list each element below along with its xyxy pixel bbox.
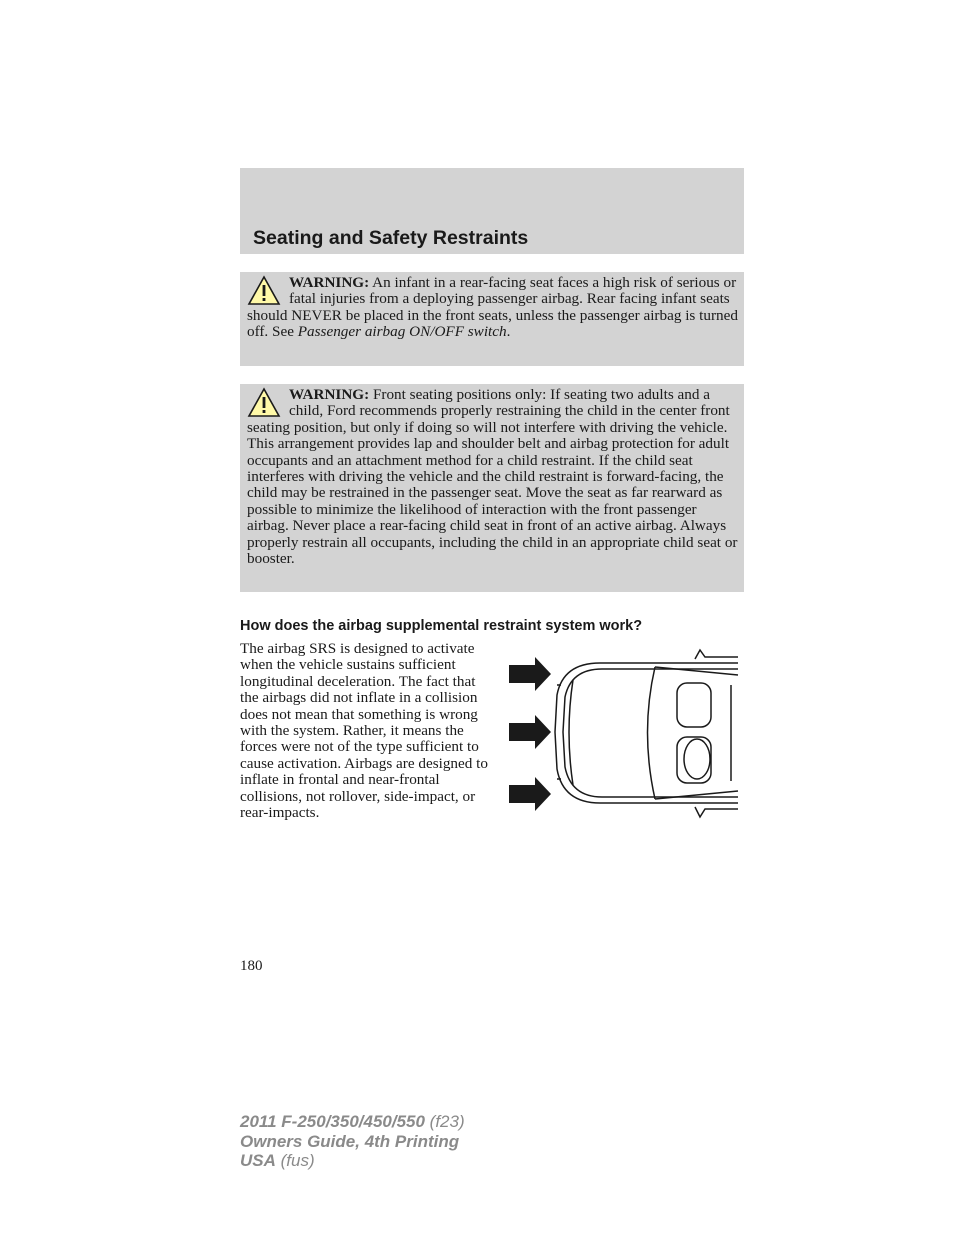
footer-region-line: USA (fus) <box>240 1151 315 1170</box>
warning-box-infant-seat <box>240 272 744 366</box>
impact-arrow-icon <box>509 777 551 811</box>
warning-label: WARNING: <box>289 386 370 403</box>
warning-label: WARNING: <box>289 274 370 291</box>
warning-text: An infant in a rear-facing seat faces a high risk of serious or fatal injuries from a deploying passenger airbag. Rear facing infant seats should NEVER be placed in the front seats, unless the passenger airbag is turned off. See <box>247 274 738 341</box>
impact-arrow-icon <box>509 657 551 691</box>
cross-reference: Passenger airbag ON/OFF switch <box>297 323 507 341</box>
footer-guide-line: Owners Guide, 4th Printing <box>240 1131 460 1151</box>
section-title: Seating and Safety Restraints <box>253 227 529 249</box>
document-footer <box>240 1112 465 1171</box>
body-paragraph: The airbag SRS is designed to activate when the vehicle sustains sufficient longitudinal deceleration. The fact that the airbags did not inflate in a collision does not mean that something is wrong with the system. Rather, it means the forces were not of the type sufficient to cause activation. Airbags are designed to inflate in frontal and near-frontal collisions, not rollover, side-impact, or rear-impacts. <box>240 640 488 822</box>
page-number: 180 <box>240 958 263 974</box>
subsection-heading: How does the airbag supplemental restraint system work? <box>240 618 643 634</box>
warning-text-end: . <box>506 323 511 341</box>
section-header <box>240 168 744 254</box>
warning-triangle-icon <box>247 275 281 307</box>
warning-triangle-icon <box>247 387 281 419</box>
vehicle-top-view <box>555 650 738 817</box>
impact-arrow-icon <box>509 715 551 749</box>
footer-model-line: 2011 F-250/350/450/550 (f23) <box>240 1112 465 1131</box>
vehicle-frontal-impact-illustration <box>505 645 740 820</box>
warning-text: Front seating positions only: If seating two adults and a child, Ford recommends properly restraining the child in the center front seating position, but only if doing so will not interfere with driving the vehicle. This arrangement provides lap and shoulder belt and airbag protection for adult occupants and an attachment method for a child restraint. If the child seat interferes with driving the vehicle and the child restraint is forward-facing, the child may be restrained in the passenger seat. Move the seat as far rearward as possible to minimize the likelihood of interaction with the front passenger airbag. Never place a rear-facing child seat in front of an active airbag. Always properly restrain all occupants, including the child in an appropriate child seat or booster. <box>247 386 738 568</box>
warning-box-front-seating <box>240 384 744 592</box>
